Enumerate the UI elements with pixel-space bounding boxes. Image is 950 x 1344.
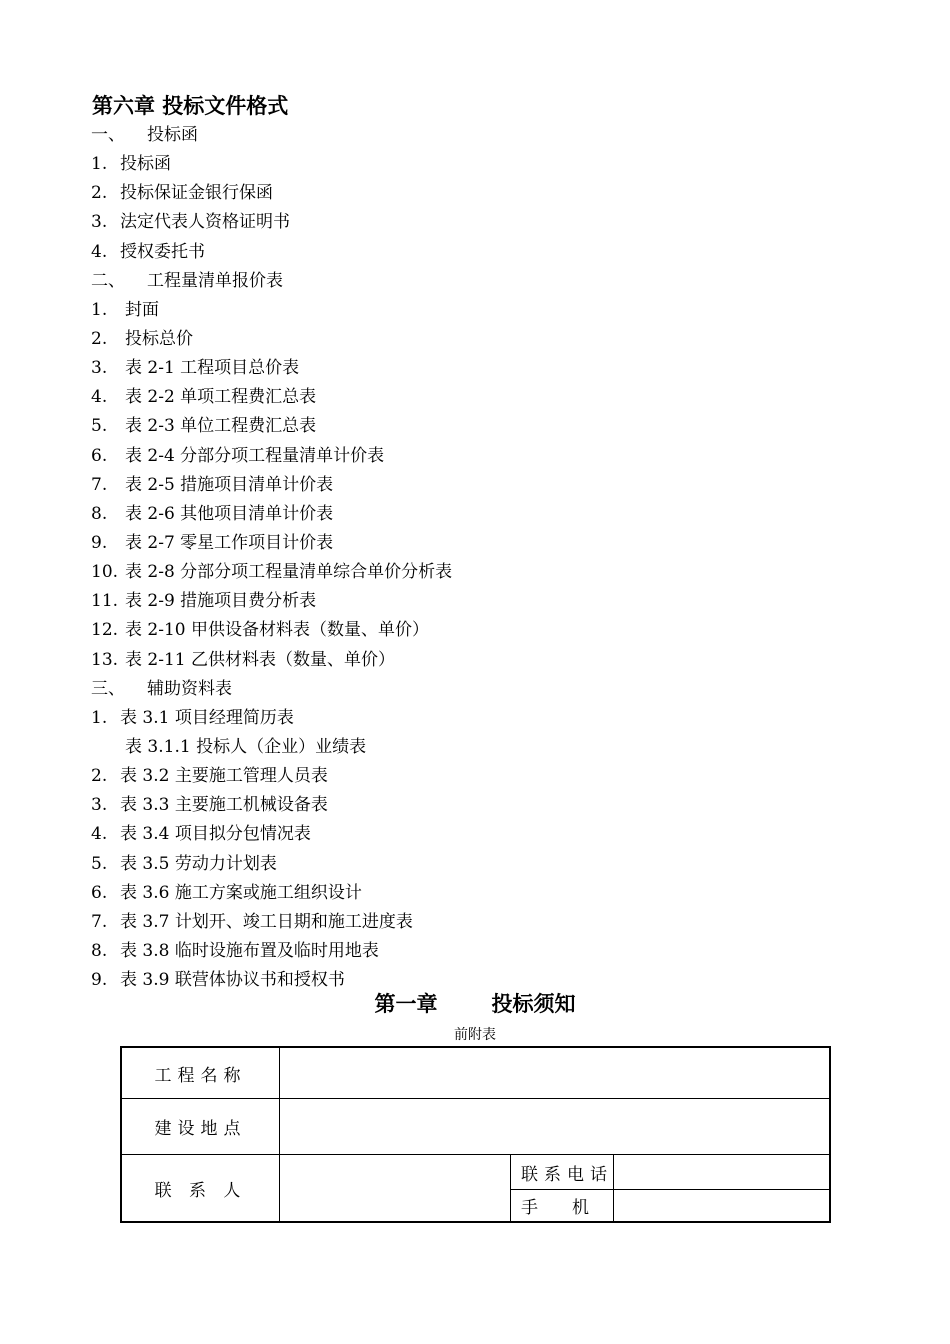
- item-number: 3.: [91, 212, 108, 233]
- item-text: 授权委托书: [120, 241, 205, 262]
- list-item: [91, 646, 851, 675]
- list-item: [91, 500, 851, 529]
- list-item: [91, 762, 851, 791]
- item-text: 表 3.4 项目拟分包情况表: [120, 824, 311, 845]
- list-item: [91, 529, 851, 558]
- item-number: 11.: [91, 591, 119, 612]
- item-number: 7.: [91, 474, 108, 495]
- chapter1-number: 第一章: [374, 992, 438, 1016]
- contact-value[interactable]: [280, 1155, 510, 1221]
- location-value[interactable]: [280, 1099, 829, 1154]
- list-item: [91, 442, 851, 471]
- item-text: 表 2-5 措施项目清单计价表: [125, 474, 334, 495]
- item-text: 表 2-11 乙供材料表（数量、单价）: [125, 649, 395, 670]
- list-item: [91, 471, 851, 500]
- item-number: 7.: [91, 911, 108, 932]
- project-name-label: 工程名称: [154, 1065, 247, 1086]
- item-text: 投标保证金银行保函: [120, 183, 273, 204]
- item-text: 表 3.7 计划开、竣工日期和施工进度表: [120, 911, 413, 932]
- item-text: 表 2-10 甲供设备材料表（数量、单价）: [125, 620, 429, 641]
- item-text: 表 3.1.1 投标人（企业）业绩表: [125, 736, 367, 757]
- item-text: 表 3.1 项目经理简历表: [120, 707, 294, 728]
- section-heading: [91, 121, 851, 150]
- item-number: 3.: [91, 795, 108, 816]
- item-text: 表 2-2 单项工程费汇总表: [125, 387, 317, 408]
- list-item: [91, 325, 851, 354]
- item-text: 表 2-1 工程项目总价表: [125, 358, 300, 379]
- list-item: [91, 558, 851, 587]
- list-item: [91, 296, 851, 325]
- item-number: 13.: [91, 649, 119, 670]
- contact-label: 联 系 人: [154, 1180, 247, 1201]
- item-text: 表 2-6 其他项目清单计价表: [125, 503, 334, 524]
- list-item: [91, 704, 851, 733]
- item-text: 表 3.5 劳动力计划表: [120, 853, 277, 874]
- item-number: 6.: [91, 445, 108, 466]
- list-item: [91, 383, 851, 412]
- item-text: 表 3.3 主要施工机械设备表: [120, 795, 328, 816]
- list-item: [91, 412, 851, 441]
- list-item: [91, 850, 851, 879]
- list-item: [91, 820, 851, 849]
- item-number: 10.: [91, 562, 119, 583]
- phone-label: 联系电话: [521, 1164, 613, 1185]
- item-text: 表 3.2 主要施工管理人员表: [120, 766, 328, 787]
- list-item: [91, 238, 851, 267]
- item-number: 1.: [91, 154, 108, 175]
- item-number: 5.: [91, 853, 108, 874]
- chapter1-name: 投标须知: [491, 992, 576, 1016]
- item-text: 表 3.9 联营体协议书和授权书: [120, 970, 345, 991]
- item-number: 2.: [91, 766, 108, 787]
- item-text: 表 3.8 临时设施布置及临时用地表: [120, 940, 379, 961]
- item-text: 表 2-9 措施项目费分析表: [125, 591, 317, 612]
- item-number: 3.: [91, 358, 108, 379]
- list-item: [91, 179, 851, 208]
- section-number: 一、: [91, 125, 125, 145]
- table-caption: 前附表: [454, 1027, 496, 1043]
- item-number: 5.: [91, 416, 108, 437]
- item-text: 法定代表人资格证明书: [120, 212, 290, 233]
- preface-table: [120, 1046, 831, 1223]
- list-item: [91, 733, 851, 762]
- item-text: 表 2-8 分部分项工程量清单综合单价分析表: [125, 562, 453, 583]
- section-title: 投标函: [147, 125, 198, 145]
- section-title: 辅助资料表: [147, 678, 232, 699]
- list-item: [91, 208, 851, 237]
- phone-value[interactable]: [614, 1155, 829, 1189]
- table-of-contents: [91, 121, 851, 995]
- item-number: 2.: [91, 328, 108, 349]
- item-number: 1.: [91, 299, 108, 320]
- list-item: [91, 150, 851, 179]
- section-title: 工程量清单报价表: [147, 270, 283, 291]
- item-number: 4.: [91, 241, 108, 262]
- item-number: 4.: [91, 824, 108, 845]
- item-text: 表 2-3 单位工程费汇总表: [125, 416, 317, 437]
- item-text: 表 2-4 分部分项工程量清单计价表: [125, 445, 385, 466]
- list-item: [91, 879, 851, 908]
- item-text: 封面: [125, 299, 159, 320]
- list-item: [91, 791, 851, 820]
- item-text: 表 2-7 零星工作项目计价表: [125, 532, 334, 553]
- item-number: 9.: [91, 970, 108, 991]
- section-heading: [91, 267, 851, 296]
- chapter1-title: [0, 988, 950, 1018]
- item-text: 表 3.6 施工方案或施工组织设计: [120, 882, 362, 903]
- item-number: 6.: [91, 882, 108, 903]
- list-item: [91, 908, 851, 937]
- chapter6-title: 第六章 投标文件格式: [92, 94, 289, 118]
- item-number: 2.: [91, 183, 108, 204]
- item-number: 9.: [91, 532, 108, 553]
- item-number: 8.: [91, 940, 108, 961]
- item-number: 12.: [91, 620, 119, 641]
- section-number: 二、: [91, 270, 125, 291]
- list-item: [91, 937, 851, 966]
- item-number: 1.: [91, 707, 108, 728]
- item-text: 投标函: [120, 154, 171, 175]
- item-number: 4.: [91, 387, 108, 408]
- project-name-value[interactable]: [280, 1048, 829, 1098]
- list-item: [91, 616, 851, 645]
- mobile-label: 手 机: [521, 1198, 589, 1218]
- section-number: 三、: [91, 678, 125, 699]
- section-heading: [91, 675, 851, 704]
- location-label: 建设地点: [154, 1119, 247, 1139]
- mobile-value[interactable]: [614, 1190, 829, 1221]
- item-text: 投标总价: [125, 328, 193, 349]
- item-number: 8.: [91, 503, 108, 524]
- list-item: [91, 587, 851, 616]
- list-item: [91, 354, 851, 383]
